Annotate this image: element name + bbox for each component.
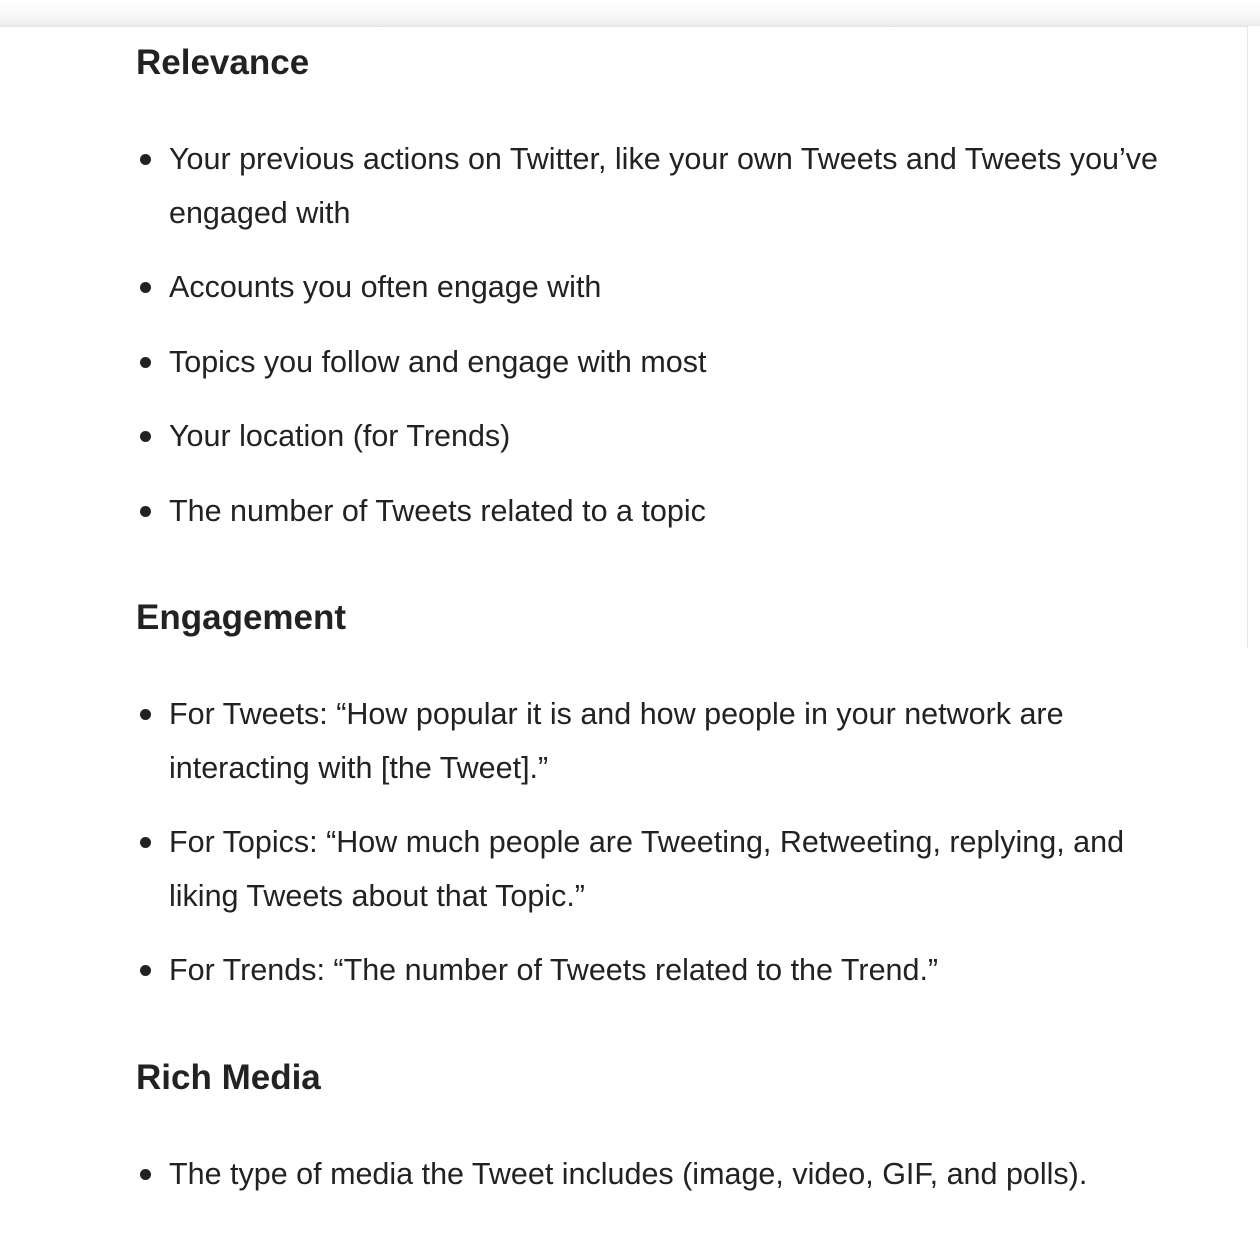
bullet-dot-icon xyxy=(140,154,151,165)
section-heading-relevance: Relevance xyxy=(136,43,310,82)
list-item-text: The number of Tweets related to a topic xyxy=(169,493,706,528)
list-item xyxy=(136,816,1176,923)
list-item-text: Topics you follow and engage with most xyxy=(169,344,707,379)
section-heading-engagement: Engagement xyxy=(136,598,347,637)
list-item xyxy=(136,688,1176,795)
browser-top-bar xyxy=(0,0,1260,27)
relevance-list xyxy=(136,133,1176,538)
list-item xyxy=(136,944,1176,998)
bullet-dot-icon xyxy=(140,506,151,517)
bullet-dot-icon xyxy=(140,709,151,720)
bullet-dot-icon xyxy=(140,431,151,442)
bullet-dot-icon xyxy=(140,837,151,848)
list-item xyxy=(136,261,1176,315)
list-item-text: For Tweets: “How popular it is and how people in your network are interacting with [the Tweet].” xyxy=(169,697,1064,785)
list-item xyxy=(136,1148,1176,1202)
section-heading-rich-media: Rich Media xyxy=(136,1058,321,1097)
list-item xyxy=(136,336,1176,390)
rich-media-list xyxy=(136,1148,1176,1202)
list-item-text: The type of media the Tweet includes (image, video, GIF, and polls). xyxy=(169,1157,1088,1191)
list-item-text: Your previous actions on Twitter, like your own Tweets and Tweets you’ve engaged with xyxy=(169,142,1158,230)
engagement-list xyxy=(136,688,1176,998)
bullet-dot-icon xyxy=(140,357,151,368)
list-item xyxy=(136,133,1176,240)
list-item-text: For Topics: “How much people are Tweeting, Retweeting, replying, and liking Tweets about that Topic.” xyxy=(169,825,1125,913)
list-item-text: For Trends: “The number of Tweets related to the Trend.” xyxy=(169,953,939,987)
list-item-text: Accounts you often engage with xyxy=(169,270,602,304)
bullet-dot-icon xyxy=(140,1169,151,1180)
list-item-text: Your location (for Trends) xyxy=(169,419,511,453)
bullet-dot-icon xyxy=(140,282,151,293)
list-item xyxy=(136,485,1176,539)
scrollbar-track[interactable] xyxy=(1247,26,1260,648)
list-item xyxy=(136,410,1176,464)
bullet-dot-icon xyxy=(140,965,151,976)
